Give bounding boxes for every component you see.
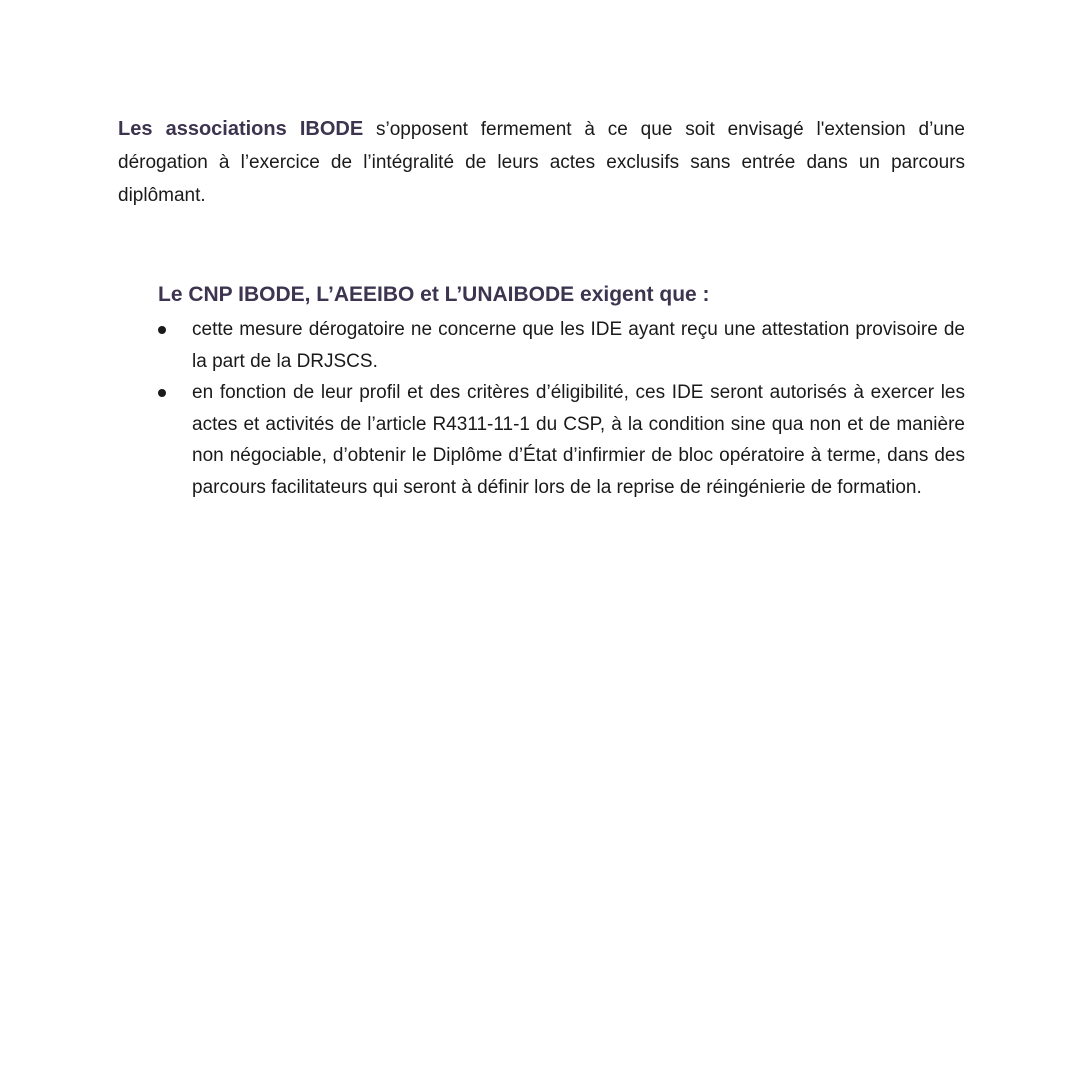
intro-text: s’opposent fermement à ce que soit envisagé l'extension d’une dérogation à l’exercice de l’intégralité de leurs actes exclusifs sans entrée dans un parcours diplômant. [118, 119, 965, 206]
requirements-list [158, 314, 965, 503]
list-item [158, 314, 965, 377]
bullet-icon [158, 389, 166, 397]
intro-lead: Les associations IBODE [118, 118, 364, 140]
list-item [158, 377, 965, 503]
list-item-text: en fonction de leur profil et des critères d’éligibilité, ces IDE seront autorisés à exercer les actes et activités de l’article R4311-11-1 du CSP, à la condition sine qua non et de manière non négociable, d’obtenir le Diplôme d’État d’infirmier de bloc opératoire à terme, dans des parcours facilitateurs qui seront à définir lors de la reprise de réingénierie de formation. [192, 382, 965, 498]
intro-paragraph [118, 113, 965, 212]
list-item-text: cette mesure dérogatoire ne concerne que les IDE ayant reçu une attestation provisoire de la part de la DRJSCS. [192, 319, 965, 372]
bullet-icon [158, 326, 166, 334]
section-title: Le CNP IBODE, L’AEEIBO et L’UNAIBODE exigent que : [158, 283, 710, 306]
